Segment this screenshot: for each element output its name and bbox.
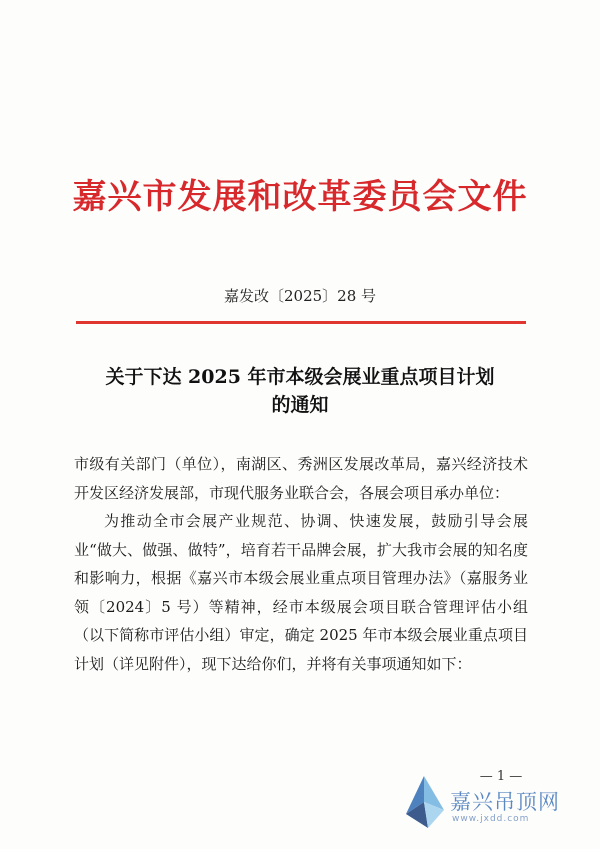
watermark-logo-icon bbox=[398, 770, 448, 842]
site-watermark bbox=[398, 770, 598, 842]
notice-title-line-2: 的通知 bbox=[271, 394, 329, 416]
watermark-url: www.jxdd.com bbox=[452, 814, 530, 824]
notice-title bbox=[60, 363, 540, 419]
issuing-authority-title: 嘉兴市发展和改革委员会文件 bbox=[72, 177, 528, 217]
notice-title-line-1: 关于下达 2025 年市本级会展业重点项目计划 bbox=[105, 366, 495, 388]
watermark-name: 嘉兴吊顶网 bbox=[450, 790, 560, 814]
page-number: — 1 — bbox=[479, 769, 523, 784]
document-number: 嘉发改〔2025〕28 号 bbox=[223, 287, 377, 305]
red-divider-line bbox=[76, 321, 526, 324]
addressee-paragraph: 市级有关部门（单位），南湖区、秀洲区发展改革局，嘉兴经济技术开发区经济发展部，市现代服务业联合会，各展会项目承办单位： bbox=[74, 455, 528, 502]
notice-body bbox=[74, 450, 528, 678]
body-paragraph: 为推动全市会展产业规范、协调、快速发展，鼓励引导会展业“做大、做强、做特”，培育若干品牌会展，扩大我市会展的知名度和影响力，根据《嘉兴市本级会展业重点项目管理办法》（嘉服务业领〔2024〕5 号）等精神，经市本级展会项目联合管理评估小组（以下简称市评估小组）审定，确定 2025 年市本级会展业重点项目计划（详见附件），现下达给你们，并将有关事项通知如下： bbox=[74, 512, 528, 673]
